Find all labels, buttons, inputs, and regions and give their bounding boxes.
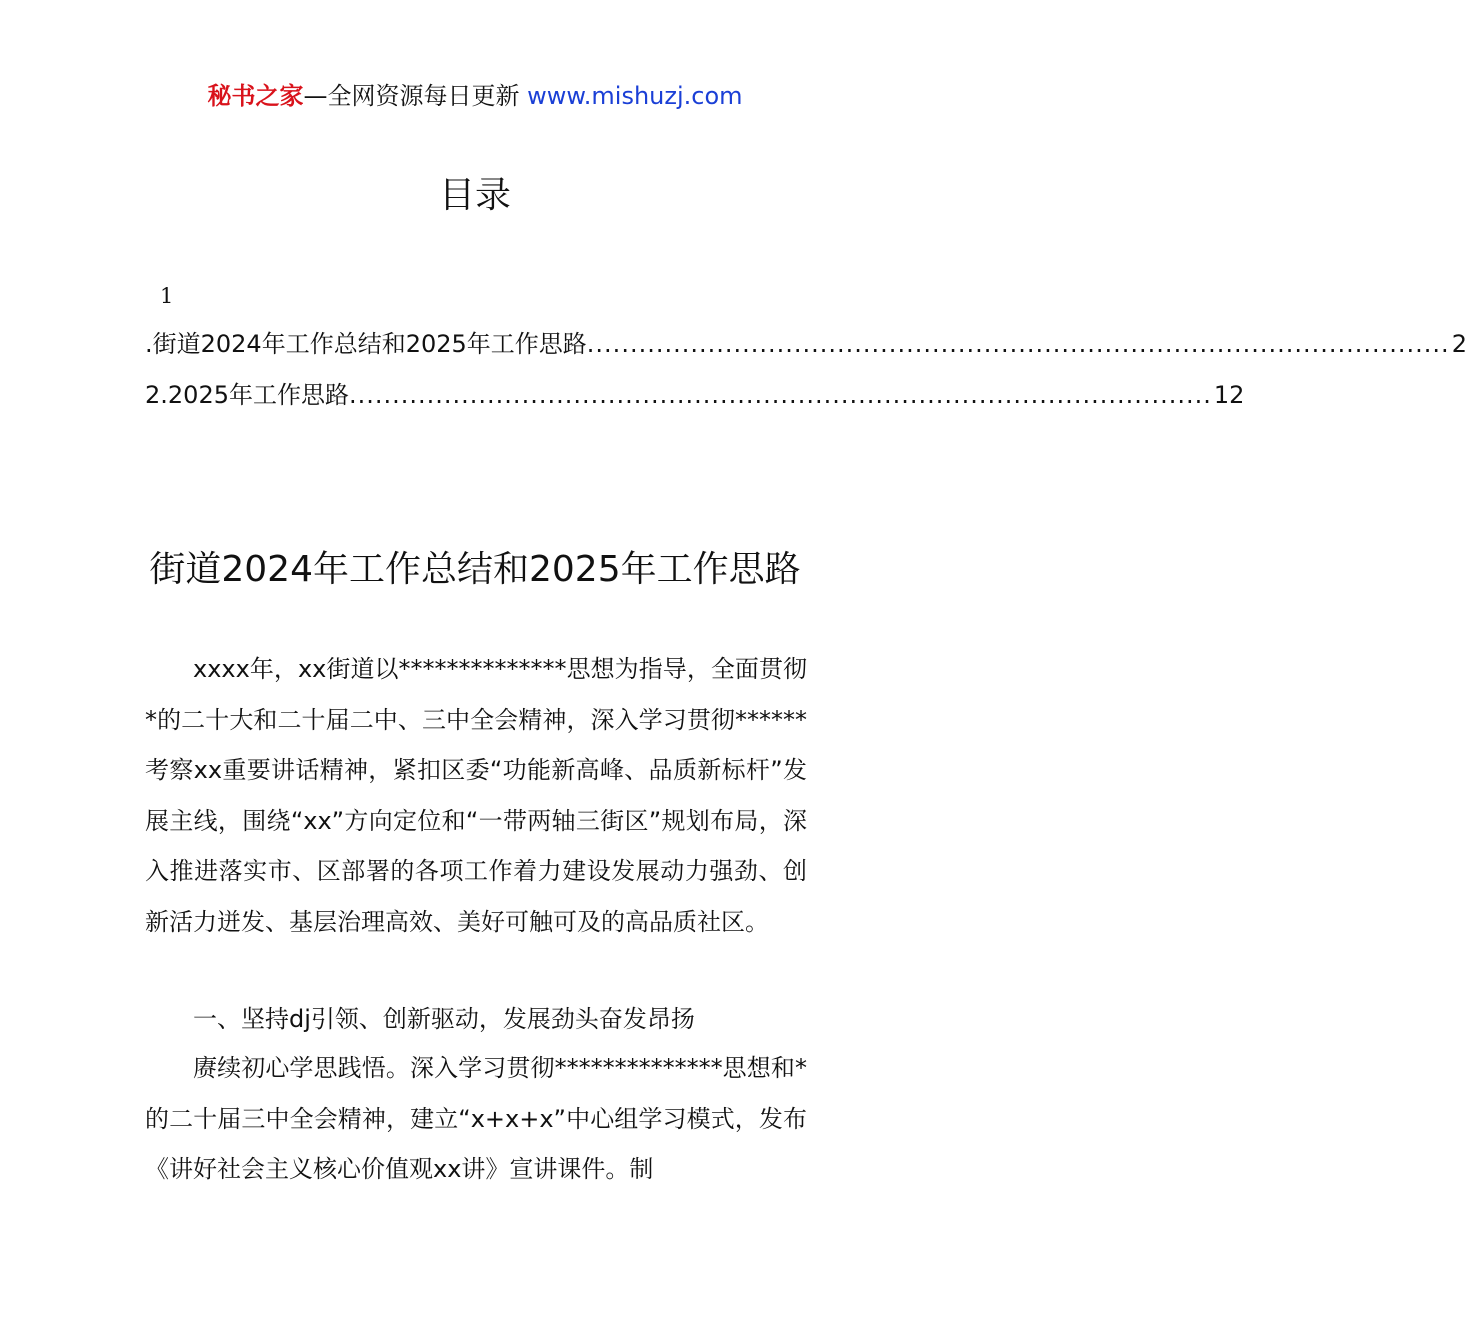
toc-entry-page: 2: [1451, 330, 1467, 358]
site-banner: [0, 80, 950, 112]
toc-title: 目录: [438, 175, 511, 216]
toc-entry-leader: ....................................................................................................: [348, 381, 1212, 409]
toc-entry-page: 12: [1213, 381, 1245, 409]
toc-entry-label: 2.2025年工作思路: [145, 381, 349, 409]
toc-number-mark: 1: [160, 284, 174, 308]
toc-entry[interactable]: [145, 327, 1467, 361]
brand-name: 秘书之家: [207, 82, 304, 110]
document-title: 街道2024年工作总结和2025年工作思路: [149, 549, 801, 590]
site-url-link[interactable]: www.mishuzj.com: [527, 82, 743, 110]
section-heading: 一、坚持dj引领、创新驱动，发展劲头奋发昂扬: [193, 1005, 695, 1033]
toc-entry-label: .街道2024年工作总结和2025年工作思路: [145, 330, 587, 358]
toc-entry[interactable]: [145, 378, 1245, 412]
section-paragraph: 赓续初心学思践悟。深入学习贯彻**************思想和*的二十届三中全会精神，建立“x+x+x”中心组学习模式，发布《讲好社会主义核心价值观xx讲》宣讲课件。制: [145, 1054, 807, 1183]
banner-tagline: —全网资源每日更新: [303, 82, 520, 110]
intro-paragraph: xxxx年，xx街道以**************思想为指导，全面贯彻*的二十大和二十届二中、三中全会精神，深入学习贯彻******考察xx重要讲话精神，紧扣区委“功能新高峰、品质新标杆”发展主线，围绕“xx”方向定位和“一带两轴三街区”规划布局，深入推进落实市、区部署的各项工作着力建设发展动力强劲、创新活力迸发、基层治理高效、美好可触可及的高品质社区。: [145, 655, 807, 936]
toc-entry-leader: ....................................................................................................: [586, 330, 1450, 358]
